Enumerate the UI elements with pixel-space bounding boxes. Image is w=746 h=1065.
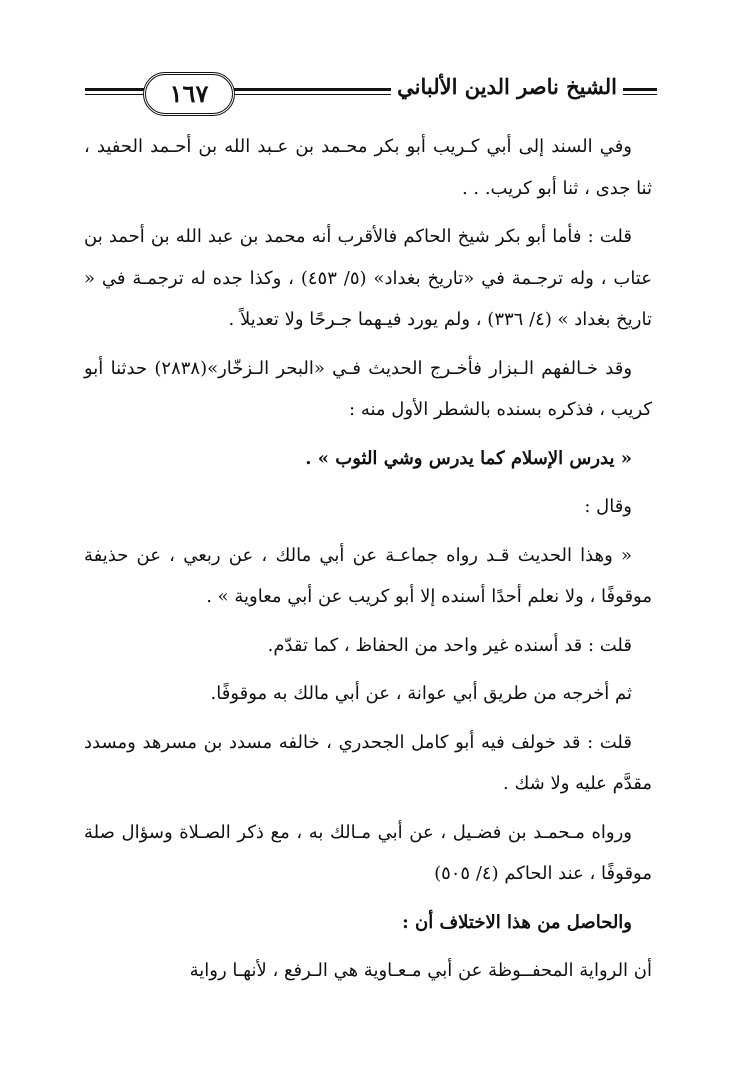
paragraph-note-3: قلت : قد خولف فيه أبو كامل الجحدري ، خالفه مسدد بن مسرهد ومسدد مقدَّم عليه ولا شك . [84, 731, 652, 794]
page-number-badge [143, 72, 235, 116]
page-body [84, 126, 652, 999]
paragraph-quote-bazzar: « وهذا الحديث قـد رواه جماعـة عن أبي مالك ، عن ربعي ، عن حذيفة موقوفًا ، ولا نعلم أحدًا أسنده إلا أبو كريب عن أبي معاوية » . [84, 544, 652, 607]
paragraph-2: قلت : فأما أبو بكر شيخ الحاكم فالأقرب أنه محمد بن عبد الله بن أحمد بن عتاب ، وله ترجـمة في «تاريخ بغداد» (٥/ ٤٥٣) ، وكذا جده له ترجمـة في « تاريخ بغداد » (٤/ ٣٣٦) ، ولم يورد فيـهما جـرحًا ولا تعديلاً . [84, 226, 652, 330]
quoted-hadith: « يدرس الإسلام كما يدرس وشي الثوب » . [305, 447, 632, 469]
paragraph-note-2: ثم أخرجه من طريق أبي عوانة ، عن أبي مالك به موقوفًا. [210, 683, 632, 704]
paragraph-note-4: ورواه مـحمـد بن فضـيل ، عن أبي مـالك به ، مع ذكر الصـلاة وسؤال صلة موقوفًا ، عند الحاكم (٤/ ٥٠٥) [84, 821, 652, 884]
paragraph-3: وقد خـالفهم الـبزار فأخـرج الحديث فـي «البحر الـزخّار»(٢٨٣٨) حدثنا أبو كريب ، فذكره بسنده بالشطر الأول منه : [84, 357, 652, 420]
paragraph-last: أن الرواية المحفــوظة عن أبي مـعـاوية هي الـرفع ، لأنهـا رواية [189, 960, 652, 981]
page-number: ١٦٧ [169, 79, 209, 108]
paragraph-note-1: قلت : قد أسنده غير واحد من الحفاظ ، كما تقدّم. [267, 634, 632, 656]
page-header [85, 68, 657, 118]
paragraph-1: وفي السند إلى أبي كـريب أبو بكر محـمد بن عـبد الله بن أحـمد الحفيد ، ثنا جدى ، ثنا أبو كريب. . . [84, 136, 652, 199]
running-title: الشيخ ناصر الدين الألباني [391, 74, 623, 99]
paragraph-said: وقال : [584, 496, 632, 517]
conclusion-heading: والحاصل من هذا الاختلاف أن : [402, 911, 632, 933]
